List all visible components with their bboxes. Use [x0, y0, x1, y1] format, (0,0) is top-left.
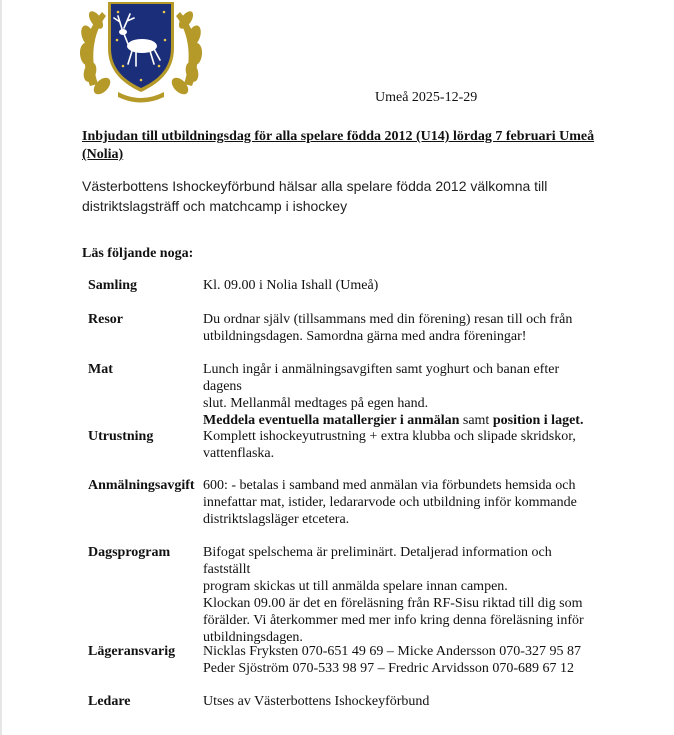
row-label: Samling [88, 278, 138, 293]
row-value: Utses av Västerbottens Ishockeyförbund [203, 694, 430, 709]
row-label: Dagsprogram [88, 545, 171, 560]
document-title: Inbjudan till utbildningsdag för alla spelare födda 2012 (U14) lördag 7 februari Umeå (Nolia) [82, 129, 595, 162]
read-carefully-heading: Läs följande noga: [82, 246, 194, 261]
row-value: 600: - betalas i samband med anmälan via förbundets hemsida och innefattar mat, istider, ledararvode och utbildning inför kommande distriktslagsläger etcetera. [203, 478, 577, 527]
row-label: Anmälningsavgift [88, 478, 195, 493]
row-value: Du ordnar själv (tillsammans med din förening) resan till och från utbildningsdagen. Samordna gärna med andra föreningar! [203, 312, 573, 344]
allergy-note: Meddela eventuella matallergier i anmälan samt position i laget. [203, 413, 584, 428]
row-label: Resor [88, 312, 123, 327]
row-value: Bifogat spelschema är preliminärt. Detaljerad information och fastställt program skickas ut till anmälda spelare innan campen. Klockan 09.00 är det en föreläsning från RF-Sisu riktad till dig som förälder. Vi återkommer med mer info kring denna föreläsning inför utbildningsdagen. [203, 545, 584, 645]
row-label: Lägeransvarig [88, 644, 176, 659]
reindeer-crest-icon [78, 0, 204, 104]
row-value: Nicklas Fryksten 070-651 49 69 – Micke Andersson 070-327 95 87 Peder Sjöström 070-533 98 97 – Fredric Arvidsson 070-689 67 12 [203, 644, 581, 676]
page-edge [0, 0, 2, 735]
document-date: Umeå 2025-12-29 [375, 90, 478, 105]
row-value: Kl. 09.00 i Nolia Ishall (Umeå) [203, 278, 379, 293]
row-value: Lunch ingår i anmälningsavgiften samt yoghurt och banan efter dagens slut. Mellanmål medtages på egen hand. Meddela eventuella matallergier i anmälan samt position i laget. [203, 361, 598, 429]
row-label: Ledare [88, 694, 131, 709]
intro-paragraph: Västerbottens Ishockeyförbund hälsar alla spelare födda 2012 välkomna till distriktslagsträff och matchcamp i ishockey [82, 178, 548, 214]
row-value: Komplett ishockeyutrustning + extra klubba och slipade skridskor, vattenflaska. [203, 429, 576, 461]
row-label: Utrustning [88, 429, 154, 444]
row-label: Mat [88, 362, 113, 377]
